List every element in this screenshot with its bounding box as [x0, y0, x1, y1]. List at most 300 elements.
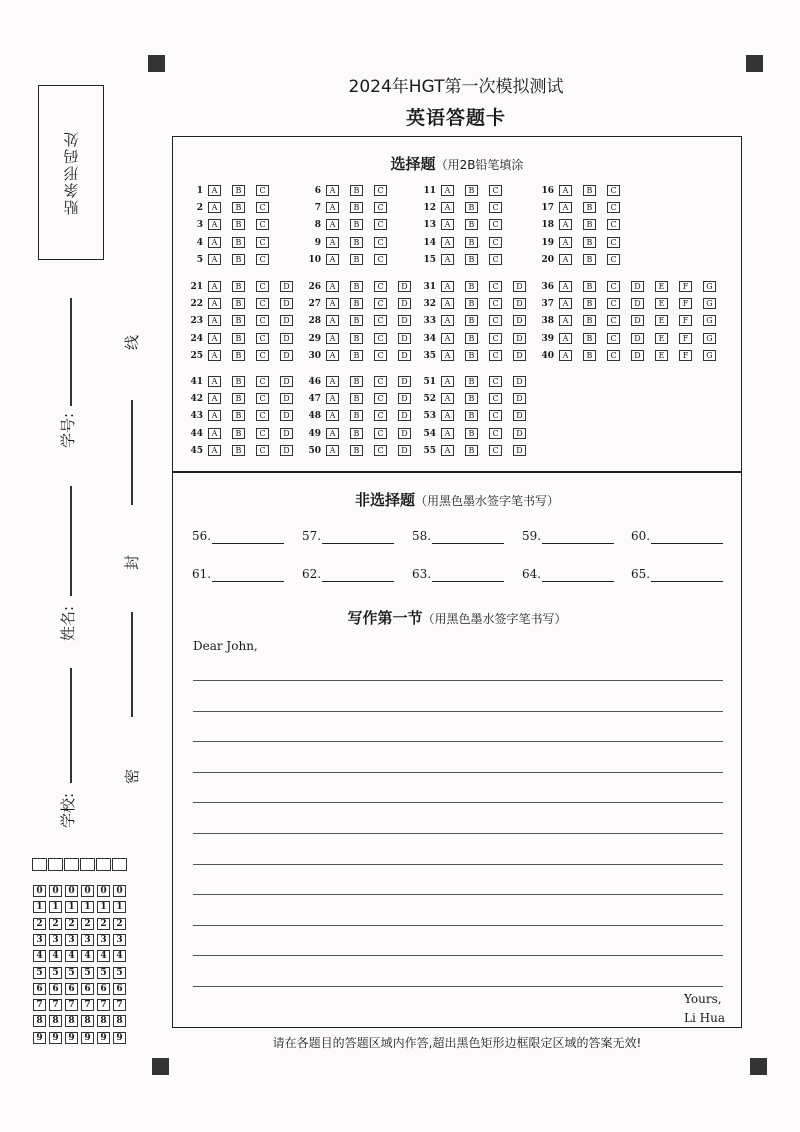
option-bubble[interactable]: A — [441, 350, 454, 361]
id-digit-bubble[interactable]: 4 — [49, 950, 62, 962]
option-bubble[interactable]: A — [441, 202, 454, 213]
option-bubble[interactable]: C — [489, 445, 502, 456]
id-digit-bubble[interactable]: 5 — [49, 967, 62, 979]
option-bubble[interactable]: C — [374, 298, 387, 309]
option-bubble[interactable]: A — [208, 202, 221, 213]
option-bubble[interactable]: C — [489, 393, 502, 404]
option-bubble[interactable]: B — [465, 350, 478, 361]
option-bubble[interactable]: D — [398, 445, 411, 456]
option-bubble[interactable]: A — [441, 315, 454, 326]
option-bubble[interactable]: C — [607, 281, 620, 292]
writing-line[interactable] — [193, 955, 723, 956]
option-bubble[interactable]: B — [583, 185, 596, 196]
option-bubble[interactable]: B — [232, 333, 245, 344]
option-bubble[interactable]: C — [374, 237, 387, 248]
option-bubble[interactable]: B — [350, 445, 363, 456]
option-bubble[interactable]: D — [513, 393, 526, 404]
id-digit-bubble[interactable]: 7 — [33, 999, 46, 1011]
option-bubble[interactable]: C — [607, 298, 620, 309]
option-bubble[interactable]: C — [256, 315, 269, 326]
option-bubble[interactable]: A — [208, 281, 221, 292]
option-bubble[interactable]: A — [326, 237, 339, 248]
option-bubble[interactable]: B — [350, 202, 363, 213]
id-digit-bubble[interactable]: 6 — [33, 983, 46, 995]
id-digit-bubble[interactable]: 0 — [33, 885, 46, 897]
option-bubble[interactable]: A — [208, 219, 221, 230]
option-bubble[interactable]: D — [631, 350, 644, 361]
option-bubble[interactable]: C — [374, 445, 387, 456]
id-digit-bubble[interactable]: 7 — [113, 999, 126, 1011]
option-bubble[interactable]: C — [607, 202, 620, 213]
id-digit-bubble[interactable]: 1 — [113, 901, 126, 913]
id-digit-bubble[interactable]: 6 — [113, 983, 126, 995]
option-bubble[interactable]: A — [208, 410, 221, 421]
option-bubble[interactable]: A — [441, 333, 454, 344]
option-bubble[interactable]: B — [465, 393, 478, 404]
option-bubble[interactable]: A — [441, 393, 454, 404]
option-bubble[interactable]: B — [232, 254, 245, 265]
option-bubble[interactable]: C — [374, 376, 387, 387]
option-bubble[interactable]: B — [232, 202, 245, 213]
option-bubble[interactable]: B — [350, 237, 363, 248]
option-bubble[interactable]: D — [398, 333, 411, 344]
option-bubble[interactable]: B — [232, 185, 245, 196]
id-digit-bubble[interactable]: 3 — [81, 934, 94, 946]
id-digit-bubble[interactable]: 1 — [65, 901, 78, 913]
writing-line[interactable] — [193, 802, 723, 803]
option-bubble[interactable]: A — [326, 281, 339, 292]
option-bubble[interactable]: A — [441, 376, 454, 387]
option-bubble[interactable]: D — [631, 333, 644, 344]
option-bubble[interactable]: C — [489, 219, 502, 230]
option-bubble[interactable]: C — [256, 333, 269, 344]
option-bubble[interactable]: A — [208, 428, 221, 439]
option-bubble[interactable]: B — [465, 428, 478, 439]
option-bubble[interactable]: A — [441, 237, 454, 248]
blank-line[interactable] — [542, 543, 614, 544]
option-bubble[interactable]: B — [583, 237, 596, 248]
option-bubble[interactable]: B — [583, 350, 596, 361]
option-bubble[interactable]: B — [465, 202, 478, 213]
blank-line[interactable] — [651, 543, 723, 544]
id-digit-bubble[interactable]: 1 — [49, 901, 62, 913]
id-digit-bubble[interactable]: 0 — [81, 885, 94, 897]
blank-line[interactable] — [651, 581, 723, 582]
blank-line[interactable] — [542, 581, 614, 582]
option-bubble[interactable]: C — [256, 185, 269, 196]
blank-line[interactable] — [432, 581, 504, 582]
id-digit-bubble[interactable]: 0 — [113, 885, 126, 897]
id-digit-bubble[interactable]: 9 — [113, 1032, 126, 1044]
option-bubble[interactable]: B — [350, 333, 363, 344]
option-bubble[interactable]: D — [513, 428, 526, 439]
option-bubble[interactable]: D — [513, 376, 526, 387]
id-digit-bubble[interactable]: 6 — [81, 983, 94, 995]
option-bubble[interactable]: C — [374, 281, 387, 292]
id-digit-bubble[interactable]: 5 — [97, 967, 110, 979]
option-bubble[interactable]: D — [513, 315, 526, 326]
option-bubble[interactable]: D — [280, 445, 293, 456]
option-bubble[interactable]: C — [489, 333, 502, 344]
option-bubble[interactable]: B — [350, 428, 363, 439]
id-digit-bubble[interactable]: 0 — [49, 885, 62, 897]
option-bubble[interactable]: B — [232, 376, 245, 387]
blank-line[interactable] — [432, 543, 504, 544]
option-bubble[interactable]: D — [280, 350, 293, 361]
id-digit-bubble[interactable]: 3 — [49, 934, 62, 946]
option-bubble[interactable]: A — [559, 350, 572, 361]
option-bubble[interactable]: B — [232, 393, 245, 404]
id-digit-bubble[interactable]: 5 — [33, 967, 46, 979]
option-bubble[interactable]: C — [374, 333, 387, 344]
id-digit-bubble[interactable]: 9 — [81, 1032, 94, 1044]
option-bubble[interactable]: D — [280, 428, 293, 439]
option-bubble[interactable]: B — [350, 185, 363, 196]
option-bubble[interactable]: B — [465, 298, 478, 309]
option-bubble[interactable]: C — [489, 237, 502, 248]
option-bubble[interactable]: A — [326, 393, 339, 404]
id-digit-bubble[interactable]: 8 — [65, 1015, 78, 1027]
option-bubble[interactable]: B — [232, 219, 245, 230]
id-digit-bubble[interactable]: 7 — [49, 999, 62, 1011]
option-bubble[interactable]: G — [703, 333, 716, 344]
id-digit-bubble[interactable]: 9 — [33, 1032, 46, 1044]
option-bubble[interactable]: B — [465, 410, 478, 421]
option-bubble[interactable]: D — [398, 410, 411, 421]
option-bubble[interactable]: A — [208, 333, 221, 344]
option-bubble[interactable]: B — [465, 281, 478, 292]
id-digit-box[interactable] — [32, 858, 47, 871]
option-bubble[interactable]: C — [256, 202, 269, 213]
option-bubble[interactable]: B — [232, 445, 245, 456]
option-bubble[interactable]: A — [326, 219, 339, 230]
option-bubble[interactable]: E — [655, 350, 668, 361]
id-digit-bubble[interactable]: 9 — [49, 1032, 62, 1044]
id-digit-bubble[interactable]: 3 — [65, 934, 78, 946]
option-bubble[interactable]: C — [256, 219, 269, 230]
option-bubble[interactable]: A — [559, 298, 572, 309]
id-digit-bubble[interactable]: 2 — [65, 918, 78, 930]
option-bubble[interactable]: C — [607, 219, 620, 230]
option-bubble[interactable]: D — [398, 393, 411, 404]
option-bubble[interactable]: B — [232, 428, 245, 439]
id-digit-bubble[interactable]: 9 — [65, 1032, 78, 1044]
id-digit-bubble[interactable]: 2 — [33, 918, 46, 930]
option-bubble[interactable]: D — [280, 281, 293, 292]
option-bubble[interactable]: A — [559, 202, 572, 213]
option-bubble[interactable]: C — [256, 410, 269, 421]
option-bubble[interactable]: C — [489, 281, 502, 292]
option-bubble[interactable]: C — [489, 410, 502, 421]
option-bubble[interactable]: D — [513, 333, 526, 344]
option-bubble[interactable]: B — [350, 298, 363, 309]
option-bubble[interactable]: C — [256, 237, 269, 248]
option-bubble[interactable]: B — [583, 219, 596, 230]
writing-line[interactable] — [193, 741, 723, 742]
option-bubble[interactable]: F — [679, 298, 692, 309]
option-bubble[interactable]: A — [441, 410, 454, 421]
option-bubble[interactable]: D — [631, 281, 644, 292]
option-bubble[interactable]: D — [631, 298, 644, 309]
id-digit-bubble[interactable]: 8 — [97, 1015, 110, 1027]
id-digit-bubble[interactable]: 6 — [97, 983, 110, 995]
writing-line[interactable] — [193, 833, 723, 834]
option-bubble[interactable]: D — [398, 428, 411, 439]
id-digit-box[interactable] — [96, 858, 111, 871]
id-digit-bubble[interactable]: 7 — [97, 999, 110, 1011]
writing-line[interactable] — [193, 925, 723, 926]
option-bubble[interactable]: C — [607, 237, 620, 248]
option-bubble[interactable]: C — [256, 254, 269, 265]
option-bubble[interactable]: D — [280, 410, 293, 421]
id-digit-bubble[interactable]: 3 — [33, 934, 46, 946]
option-bubble[interactable]: A — [441, 219, 454, 230]
option-bubble[interactable]: C — [374, 254, 387, 265]
option-bubble[interactable]: B — [350, 219, 363, 230]
option-bubble[interactable]: B — [583, 333, 596, 344]
id-digit-bubble[interactable]: 7 — [65, 999, 78, 1011]
id-digit-bubble[interactable]: 5 — [81, 967, 94, 979]
id-digit-bubble[interactable]: 4 — [65, 950, 78, 962]
option-bubble[interactable]: D — [398, 281, 411, 292]
id-digit-bubble[interactable]: 8 — [81, 1015, 94, 1027]
id-digit-bubble[interactable]: 1 — [81, 901, 94, 913]
id-digit-bubble[interactable]: 5 — [113, 967, 126, 979]
id-digit-bubble[interactable]: 4 — [113, 950, 126, 962]
option-bubble[interactable]: A — [208, 376, 221, 387]
option-bubble[interactable]: A — [441, 298, 454, 309]
option-bubble[interactable]: C — [607, 315, 620, 326]
option-bubble[interactable]: D — [513, 281, 526, 292]
option-bubble[interactable]: A — [208, 237, 221, 248]
blank-line[interactable] — [212, 543, 284, 544]
id-digit-bubble[interactable]: 6 — [65, 983, 78, 995]
option-bubble[interactable]: A — [326, 254, 339, 265]
option-bubble[interactable]: B — [232, 315, 245, 326]
option-bubble[interactable]: C — [607, 254, 620, 265]
id-digit-bubble[interactable]: 2 — [81, 918, 94, 930]
option-bubble[interactable]: C — [489, 185, 502, 196]
option-bubble[interactable]: C — [607, 333, 620, 344]
option-bubble[interactable]: A — [326, 315, 339, 326]
id-digit-bubble[interactable]: 7 — [81, 999, 94, 1011]
option-bubble[interactable]: E — [655, 298, 668, 309]
option-bubble[interactable]: A — [441, 185, 454, 196]
option-bubble[interactable]: C — [489, 202, 502, 213]
id-digit-bubble[interactable]: 1 — [97, 901, 110, 913]
option-bubble[interactable]: D — [513, 445, 526, 456]
id-digit-bubble[interactable]: 3 — [97, 934, 110, 946]
option-bubble[interactable]: D — [513, 298, 526, 309]
option-bubble[interactable]: B — [350, 315, 363, 326]
option-bubble[interactable]: A — [441, 445, 454, 456]
option-bubble[interactable]: A — [441, 281, 454, 292]
option-bubble[interactable]: C — [489, 428, 502, 439]
option-bubble[interactable]: C — [489, 254, 502, 265]
option-bubble[interactable]: D — [398, 350, 411, 361]
option-bubble[interactable]: A — [559, 237, 572, 248]
option-bubble[interactable]: F — [679, 315, 692, 326]
option-bubble[interactable]: F — [679, 333, 692, 344]
option-bubble[interactable]: B — [583, 315, 596, 326]
option-bubble[interactable]: G — [703, 315, 716, 326]
option-bubble[interactable]: A — [326, 185, 339, 196]
option-bubble[interactable]: C — [374, 428, 387, 439]
option-bubble[interactable]: A — [326, 202, 339, 213]
id-digit-bubble[interactable]: 2 — [97, 918, 110, 930]
id-digit-box[interactable] — [80, 858, 95, 871]
option-bubble[interactable]: C — [256, 376, 269, 387]
option-bubble[interactable]: B — [583, 281, 596, 292]
option-bubble[interactable]: D — [631, 315, 644, 326]
option-bubble[interactable]: A — [326, 350, 339, 361]
option-bubble[interactable]: E — [655, 281, 668, 292]
option-bubble[interactable]: A — [326, 428, 339, 439]
option-bubble[interactable]: B — [583, 254, 596, 265]
option-bubble[interactable]: B — [465, 333, 478, 344]
option-bubble[interactable]: A — [441, 428, 454, 439]
option-bubble[interactable]: C — [489, 315, 502, 326]
option-bubble[interactable]: C — [374, 393, 387, 404]
option-bubble[interactable]: G — [703, 350, 716, 361]
id-digit-bubble[interactable]: 4 — [33, 950, 46, 962]
option-bubble[interactable]: B — [350, 410, 363, 421]
option-bubble[interactable]: A — [326, 445, 339, 456]
option-bubble[interactable]: A — [208, 350, 221, 361]
id-digit-bubble[interactable]: 2 — [113, 918, 126, 930]
writing-line[interactable] — [193, 772, 723, 773]
option-bubble[interactable]: A — [326, 333, 339, 344]
option-bubble[interactable]: D — [398, 376, 411, 387]
option-bubble[interactable]: A — [326, 298, 339, 309]
option-bubble[interactable]: B — [350, 281, 363, 292]
option-bubble[interactable]: F — [679, 350, 692, 361]
option-bubble[interactable]: B — [350, 350, 363, 361]
option-bubble[interactable]: A — [208, 185, 221, 196]
option-bubble[interactable]: B — [465, 445, 478, 456]
option-bubble[interactable]: A — [559, 281, 572, 292]
option-bubble[interactable]: D — [280, 393, 293, 404]
option-bubble[interactable]: C — [374, 202, 387, 213]
option-bubble[interactable]: C — [256, 393, 269, 404]
option-bubble[interactable]: C — [607, 350, 620, 361]
option-bubble[interactable]: C — [256, 428, 269, 439]
id-digit-box[interactable] — [48, 858, 63, 871]
id-digit-box[interactable] — [64, 858, 79, 871]
option-bubble[interactable]: A — [208, 254, 221, 265]
option-bubble[interactable]: D — [280, 298, 293, 309]
option-bubble[interactable]: D — [280, 333, 293, 344]
id-digit-bubble[interactable]: 2 — [49, 918, 62, 930]
id-digit-bubble[interactable]: 4 — [97, 950, 110, 962]
option-bubble[interactable]: A — [208, 298, 221, 309]
id-digit-bubble[interactable]: 9 — [97, 1032, 110, 1044]
option-bubble[interactable]: A — [559, 219, 572, 230]
option-bubble[interactable]: C — [489, 376, 502, 387]
option-bubble[interactable]: C — [256, 281, 269, 292]
option-bubble[interactable]: B — [232, 410, 245, 421]
option-bubble[interactable]: C — [256, 298, 269, 309]
option-bubble[interactable]: C — [256, 445, 269, 456]
id-digit-bubble[interactable]: 8 — [49, 1015, 62, 1027]
id-digit-box[interactable] — [112, 858, 127, 871]
option-bubble[interactable]: B — [583, 298, 596, 309]
writing-line[interactable] — [193, 680, 723, 681]
option-bubble[interactable]: B — [350, 376, 363, 387]
writing-line[interactable] — [193, 894, 723, 895]
id-digit-bubble[interactable]: 8 — [113, 1015, 126, 1027]
option-bubble[interactable]: G — [703, 298, 716, 309]
option-bubble[interactable]: A — [208, 393, 221, 404]
option-bubble[interactable]: B — [465, 376, 478, 387]
option-bubble[interactable]: D — [398, 315, 411, 326]
writing-line[interactable] — [193, 864, 723, 865]
option-bubble[interactable]: C — [374, 219, 387, 230]
option-bubble[interactable]: C — [374, 185, 387, 196]
option-bubble[interactable]: D — [513, 350, 526, 361]
id-digit-bubble[interactable]: 1 — [33, 901, 46, 913]
option-bubble[interactable]: A — [326, 376, 339, 387]
option-bubble[interactable]: C — [489, 350, 502, 361]
option-bubble[interactable]: A — [559, 333, 572, 344]
option-bubble[interactable]: E — [655, 333, 668, 344]
id-digit-bubble[interactable]: 0 — [65, 885, 78, 897]
option-bubble[interactable]: B — [465, 254, 478, 265]
blank-line[interactable] — [212, 581, 284, 582]
option-bubble[interactable]: C — [489, 298, 502, 309]
option-bubble[interactable]: B — [232, 298, 245, 309]
option-bubble[interactable]: B — [583, 202, 596, 213]
option-bubble[interactable]: A — [208, 315, 221, 326]
option-bubble[interactable]: C — [256, 350, 269, 361]
option-bubble[interactable]: G — [703, 281, 716, 292]
option-bubble[interactable]: E — [655, 315, 668, 326]
id-digit-bubble[interactable]: 5 — [65, 967, 78, 979]
option-bubble[interactable]: B — [232, 281, 245, 292]
id-digit-bubble[interactable]: 3 — [113, 934, 126, 946]
option-bubble[interactable]: A — [441, 254, 454, 265]
id-digit-bubble[interactable]: 6 — [49, 983, 62, 995]
id-digit-bubble[interactable]: 0 — [97, 885, 110, 897]
option-bubble[interactable]: A — [559, 185, 572, 196]
blank-line[interactable] — [322, 543, 394, 544]
option-bubble[interactable]: C — [374, 350, 387, 361]
option-bubble[interactable]: A — [326, 410, 339, 421]
option-bubble[interactable]: B — [465, 219, 478, 230]
option-bubble[interactable]: A — [208, 445, 221, 456]
option-bubble[interactable]: C — [374, 315, 387, 326]
option-bubble[interactable]: D — [513, 410, 526, 421]
option-bubble[interactable]: B — [350, 393, 363, 404]
option-bubble[interactable]: C — [374, 410, 387, 421]
blank-line[interactable] — [322, 581, 394, 582]
option-bubble[interactable]: B — [232, 350, 245, 361]
option-bubble[interactable]: B — [465, 237, 478, 248]
option-bubble[interactable]: C — [607, 185, 620, 196]
option-bubble[interactable]: D — [398, 298, 411, 309]
id-digit-bubble[interactable]: 4 — [81, 950, 94, 962]
option-bubble[interactable]: D — [280, 315, 293, 326]
option-bubble[interactable]: B — [350, 254, 363, 265]
option-bubble[interactable]: A — [559, 254, 572, 265]
id-digit-bubble[interactable]: 8 — [33, 1015, 46, 1027]
option-bubble[interactable]: B — [465, 185, 478, 196]
option-bubble[interactable]: F — [679, 281, 692, 292]
option-bubble[interactable]: B — [232, 237, 245, 248]
writing-line[interactable] — [193, 986, 723, 987]
option-bubble[interactable]: D — [280, 376, 293, 387]
option-bubble[interactable]: B — [465, 315, 478, 326]
